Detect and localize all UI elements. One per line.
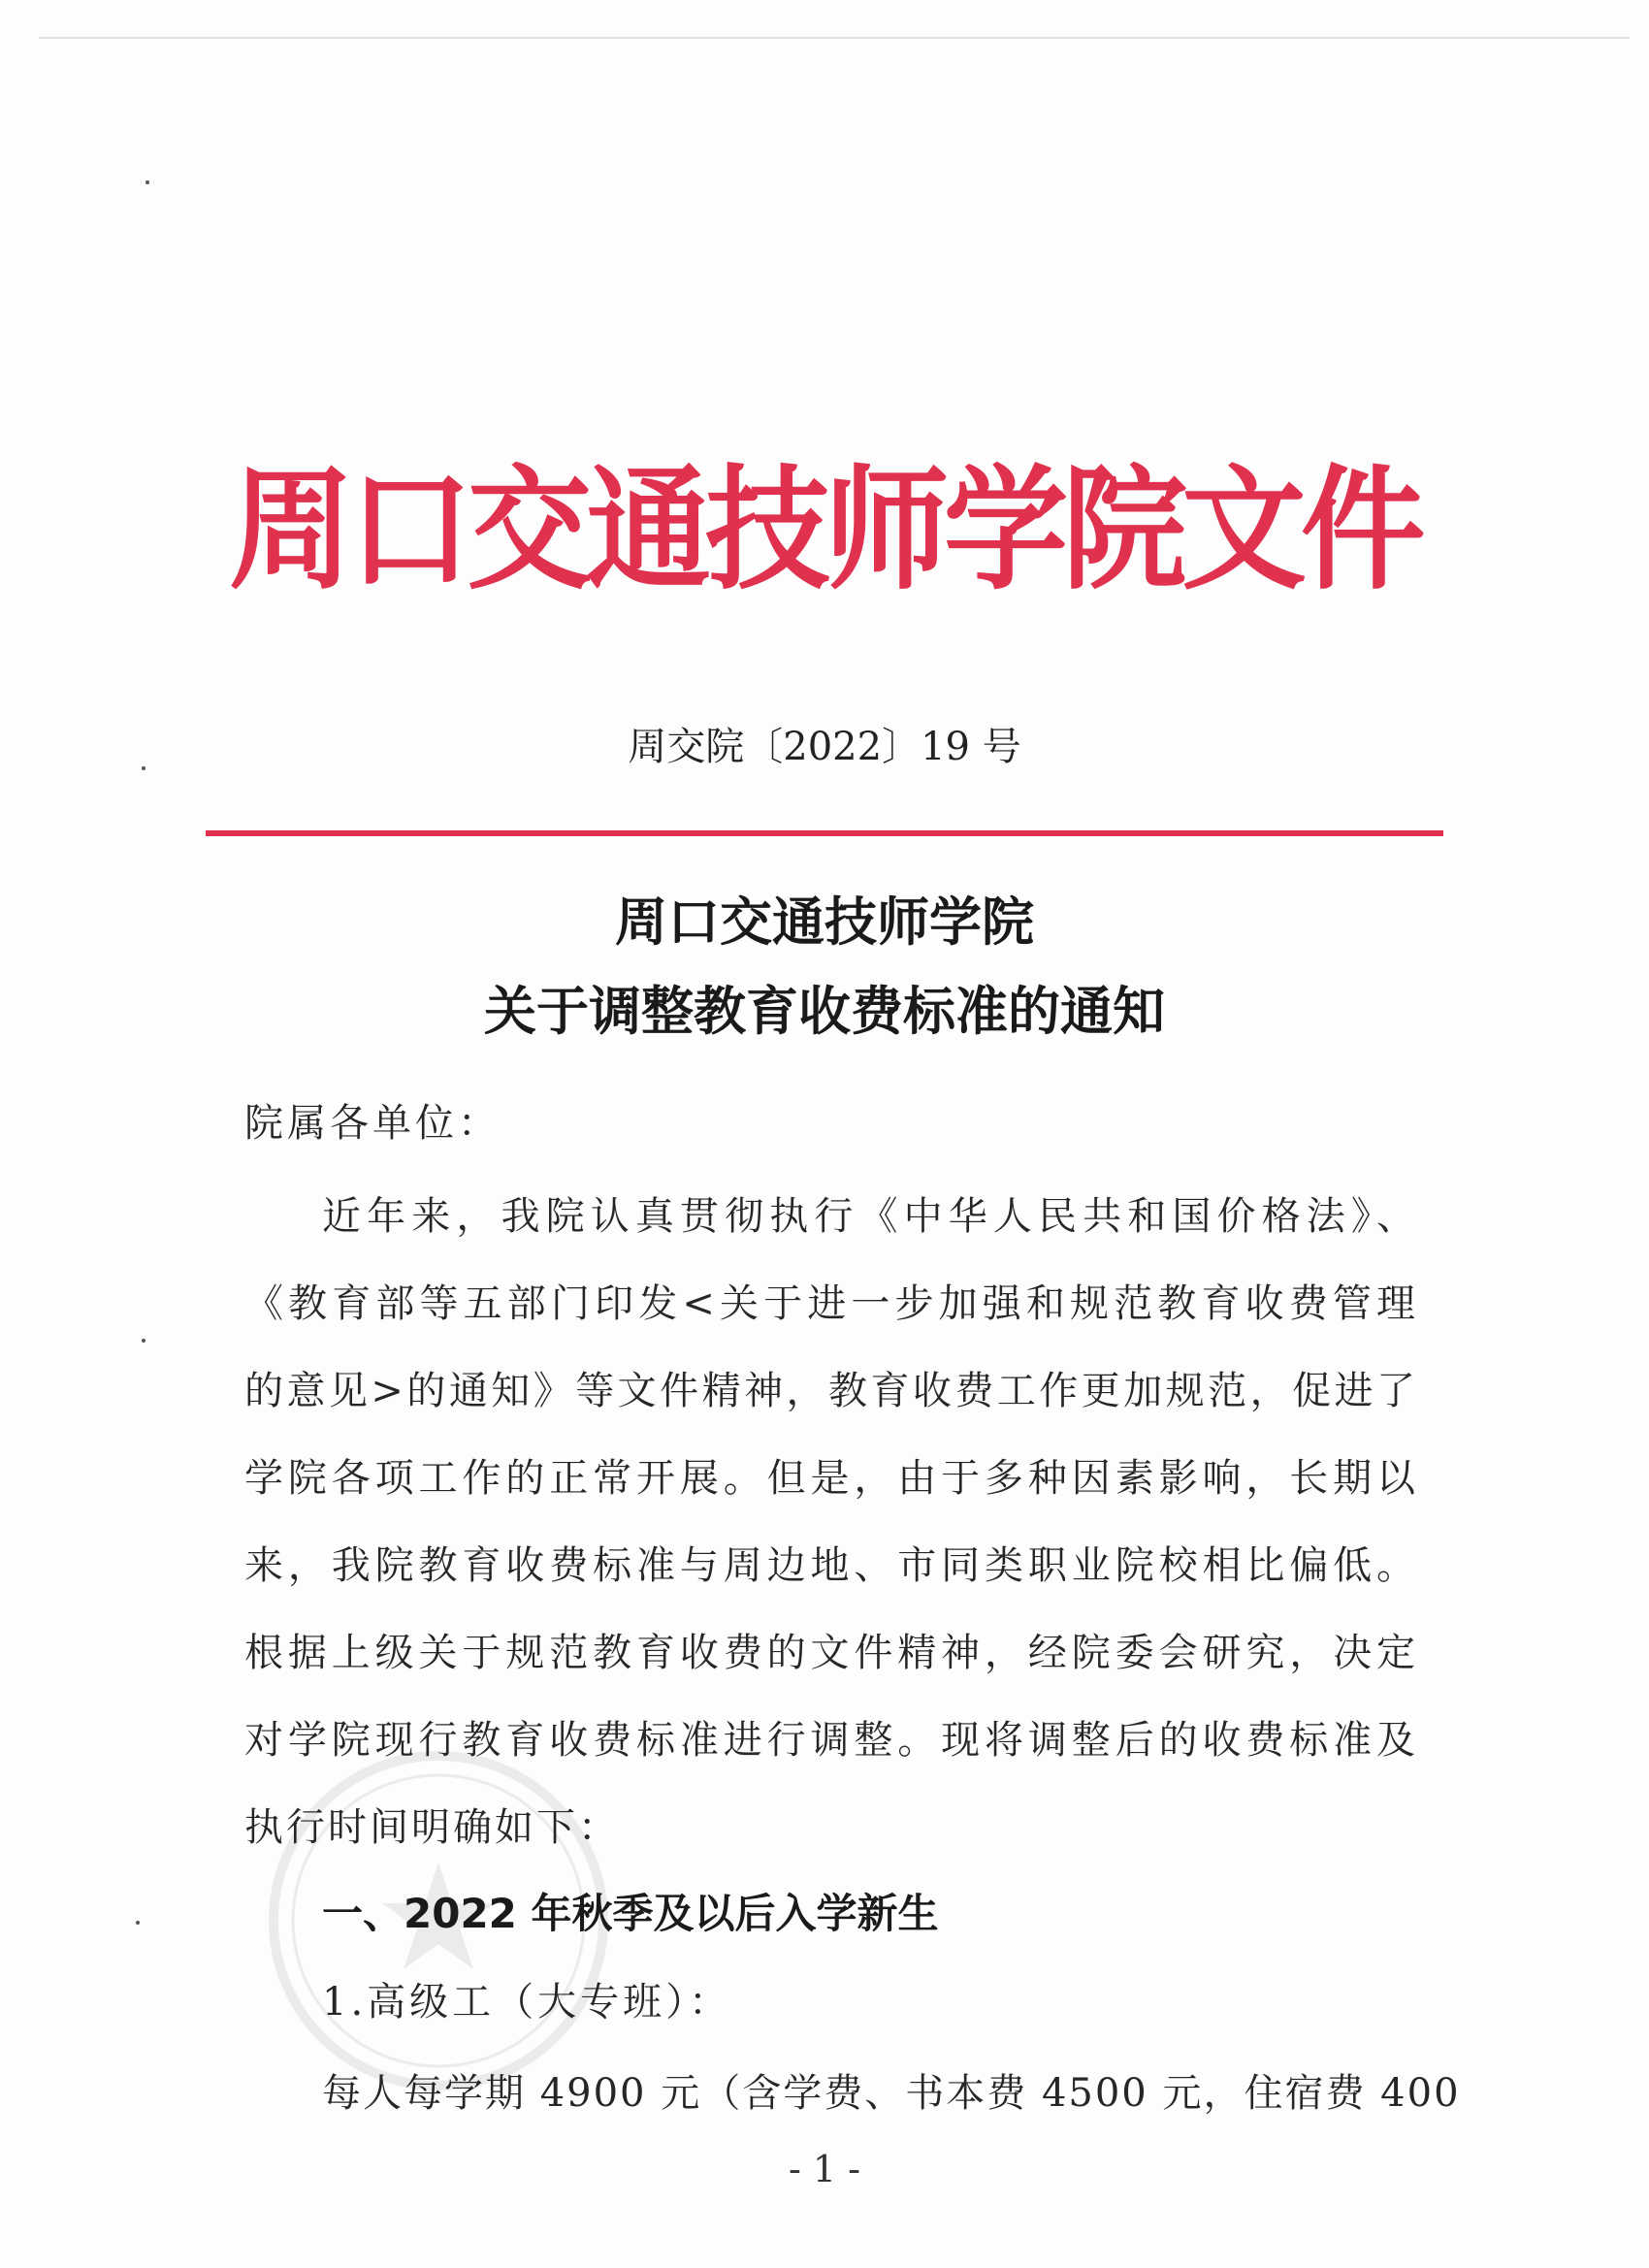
notice-title-line-2: 关于调整教育收费标准的通知	[484, 981, 1165, 1042]
paragraph-line: 来，我院教育收费标准与周边地、市同类职业院校相比偏低。	[244, 1543, 1418, 1588]
document-masthead: 周口交通技师学院文件	[229, 452, 1420, 608]
scan-speck	[142, 1339, 146, 1343]
fee-description-line: 每人每学期 4900 元（含学费、书本费 4500 元，住宿费 400	[322, 2071, 1461, 2116]
scan-speck	[136, 1921, 140, 1925]
scan-speck	[146, 180, 149, 184]
section-heading: 一、2022 年秋季及以后入学新生	[322, 1890, 939, 1937]
document-number: 周交院〔2022〕19 号	[628, 725, 1021, 769]
notice-title-line-1: 周口交通技师学院	[615, 891, 1034, 953]
page-number: - 1 -	[788, 2148, 860, 2190]
paragraph-line: 根据上级关于规范教育收费的文件精神，经院委会研究，决定	[244, 1631, 1418, 1675]
subsection-heading: 1.高级工（大专班）：	[322, 1980, 732, 2025]
paragraph-line: 执行时间明确如下：	[244, 1805, 620, 1850]
red-separator-line	[206, 830, 1443, 836]
salutation: 院属各单位：	[244, 1101, 501, 1146]
paragraph-line: 《教育部等五部门印发<关于进一步加强和规范教育收费管理	[244, 1281, 1418, 1326]
paragraph-line: 对学院现行教育收费标准进行调整。现将调整后的收费标准及	[244, 1718, 1418, 1763]
paragraph-line: 学院各项工作的正常开展。但是，由于多种因素影响，长期以	[244, 1456, 1418, 1501]
scan-edge-line	[39, 37, 1630, 39]
paragraph-line: 近年来，我院认真贯彻执行《中华人民共和国价格法》、	[322, 1194, 1418, 1239]
paragraph-line: 的意见>的通知》等文件精神，教育收费工作更加规范，促进了	[244, 1369, 1418, 1413]
